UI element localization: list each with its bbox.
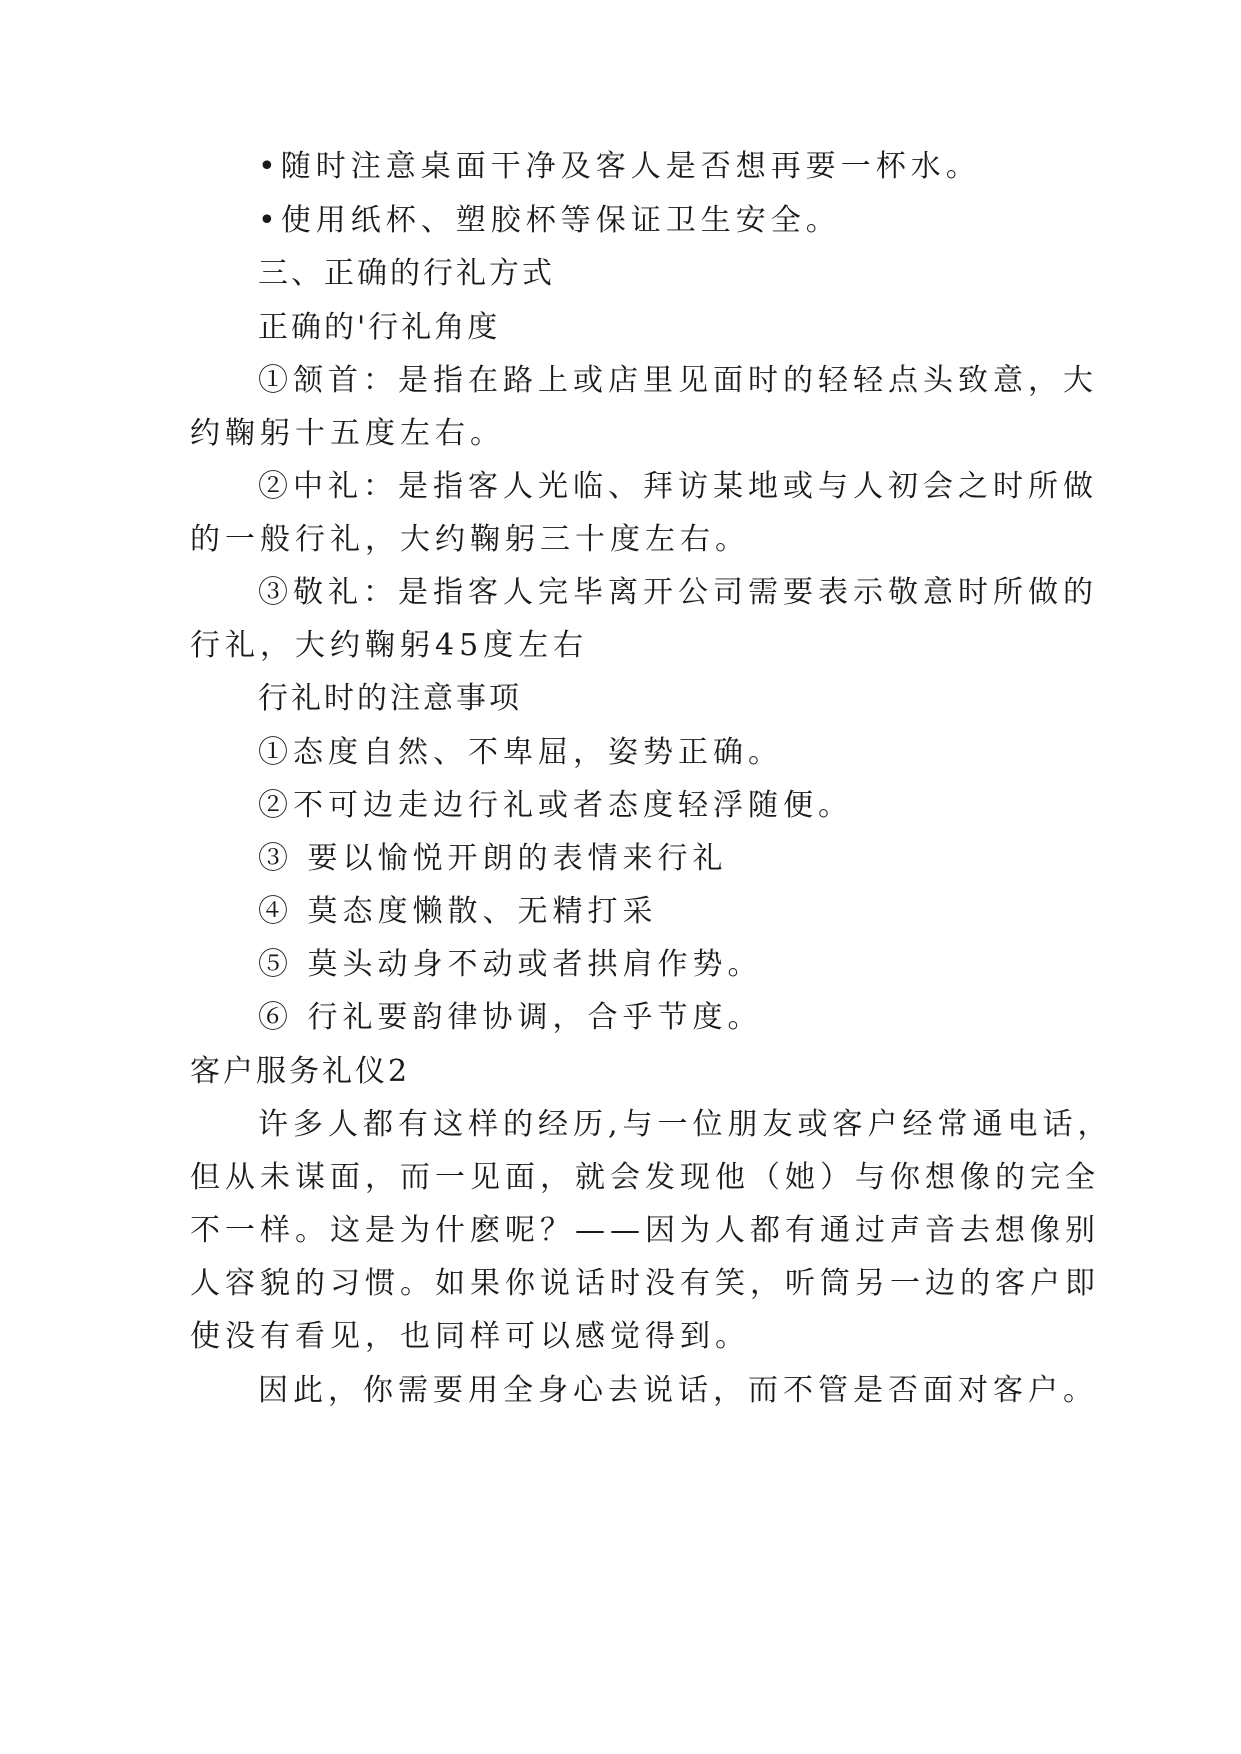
paragraph-nod-line2: 约鞠躬十五度左右。 [190, 416, 505, 451]
paragraph-medium-bow-line1: ②中礼：是指客人光临、拜访某地或与人初会之时所做 [258, 469, 1098, 504]
note-item-3: ③ 要以愉悦开朗的表情来行礼 [258, 841, 728, 876]
bullet-line-paper-cups: •使用纸杯、塑胶杯等保证卫生安全。 [258, 203, 841, 238]
paragraph-phone-line2: 但从未谋面，而一见面，就会发现他（她）与你想像的完全 [190, 1160, 1100, 1195]
subheading-bow-notes: 行礼时的注意事项 [258, 681, 522, 716]
note-item-1: ①态度自然、不卑屈，姿势正确。 [258, 735, 783, 770]
subheading-bow-angles: 正确的'行礼角度 [258, 310, 501, 345]
paragraph-phone-line5: 使没有看见，也同样可以感觉得到。 [190, 1319, 750, 1354]
paragraph-medium-bow-line2: 的一般行礼，大约鞠躬三十度左右。 [190, 522, 750, 557]
note-item-6: ⑥ 行礼要韵律协调，合乎节度。 [258, 1000, 763, 1035]
paragraph-nod-line1: ①颔首：是指在路上或店里见面时的轻轻点头致意，大 [258, 363, 1098, 398]
section-title-customer-service: 客户服务礼仪2 [190, 1054, 411, 1089]
paragraph-salute-line1: ③敬礼：是指客人完毕离开公司需要表示敬意时所做的 [258, 575, 1098, 610]
bullet-line-clean-table: •随时注意桌面干净及客人是否想再要一杯水。 [258, 149, 981, 184]
section-heading-bowing: 三、正确的行礼方式 [258, 256, 555, 291]
note-item-2: ②不可边走边行礼或者态度轻浮随便。 [258, 788, 853, 823]
note-item-4: ④ 莫态度懒散、无精打采 [258, 894, 658, 929]
paragraph-salute-line2: 行礼，大约鞠躬45度左右 [190, 628, 589, 663]
paragraph-therefore: 因此，你需要用全身心去说话，而不管是否面对客户。 [258, 1373, 1098, 1408]
note-item-5: ⑤ 莫头动身不动或者拱肩作势。 [258, 947, 763, 982]
paragraph-phone-line3: 不一样。这是为什麽呢？——因为人都有通过声音去想像别 [190, 1213, 1100, 1248]
paragraph-phone-line1: 许多人都有这样的经历,与一位朋友或客户经常通电话， [258, 1107, 1113, 1142]
paragraph-phone-line4: 人容貌的习惯。如果你说话时没有笑，听筒另一边的客户即 [190, 1266, 1100, 1301]
